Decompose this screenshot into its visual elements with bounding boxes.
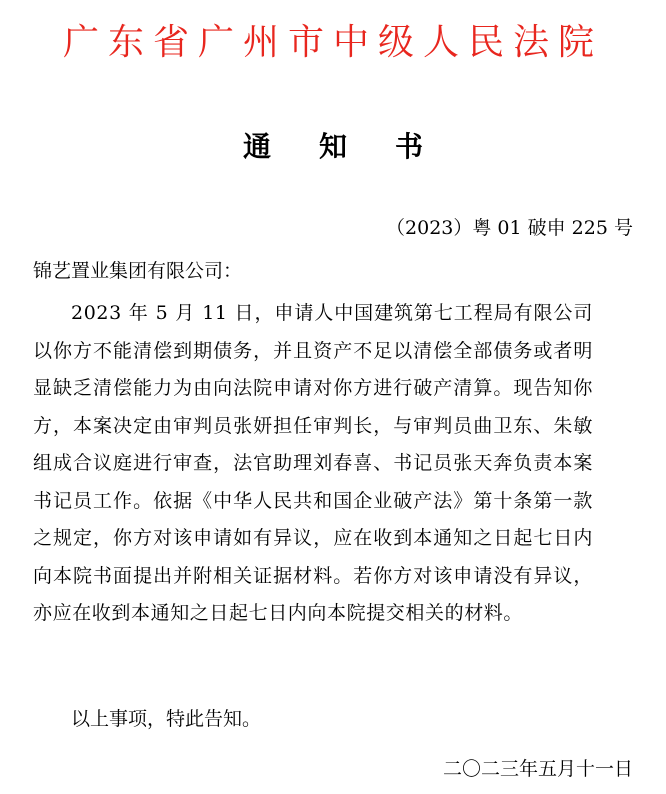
court-name-heading: 广东省广州市中级人民法院	[62, 22, 603, 63]
date-line: 二〇二三年五月十一日	[442, 758, 633, 780]
document-title-char-3: 书	[395, 130, 424, 163]
document-title-char-1: 通	[242, 130, 271, 163]
closing-line: 以上事项，特此告知。	[71, 708, 262, 730]
document-title	[0, 127, 666, 167]
body-paragraph: 2023 年 5 月 11 日，申请人中国建筑第七工程局有限公司以你方不能清偿到期债务，并且资产不足以清偿全部债务或者明显缺乏清偿能力为由向法院申请对你方进行破产清算。现告知你方，本案决定由审判员张妍担任审判长，与审判员曲卫东、朱敏组成合议庭进行审查，法官助理刘春喜、书记员张天奔负责本案书记员工作。依据《中华人民共和国企业破产法》第十条第一款之规定，你方对该申请如有异议，应在收到本通知之日起七日内向本院书面提出并附相关证据材料。若你方对该申请没有异议，亦应在收到本通知之日起七日内向本院提交相关的材料。	[33, 302, 593, 624]
document-title-char-2: 知	[318, 130, 347, 163]
recipient-line: 锦艺置业集团有限公司：	[33, 260, 243, 282]
notice-body	[33, 295, 593, 633]
case-number: （2023）粤 01 破申 225 号	[386, 217, 633, 239]
